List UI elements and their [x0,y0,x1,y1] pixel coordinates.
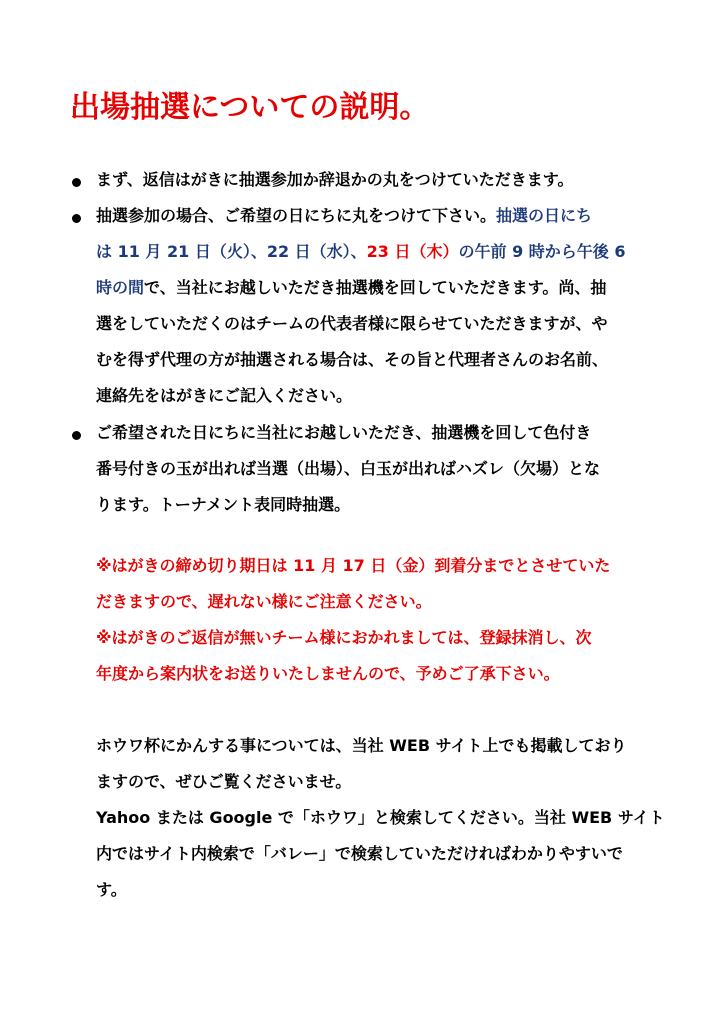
no-reply-notice-line-1: ※はがきのご返信が無いチーム様におかれましては、登録抹消し、次 [96,628,592,647]
bullet-2-dot [72,214,81,223]
lottery-dates-label: 抽選の日にち [496,206,593,225]
bullet-1-line-1: まず、返信はがきに抽選参加か辞退かの丸をつけていただきます。 [96,170,574,189]
web-info-line-2: ますので、ぜひご覧くださいませ。 [96,772,352,791]
web-info-line-3: Yahoo または Google で「ホウワ」と検索してください。当社 WEB サイト [96,808,665,827]
bullet-2-text: 抽選参加の場合、ご希望の日にちに丸をつけて下さい。 [96,206,497,225]
bullet-2-line-1 [96,206,592,226]
deadline-notice-line-1: ※はがきの締め切り期日は 11 月 17 日（金）到着分までとさせていた [96,556,611,575]
web-info-line-4: 内ではサイト内検索で「バレー」で検索していただければわかりやすいで [96,844,623,863]
lottery-dates-1: は 11 月 21 日（火）、22 日（水）、 [96,242,367,261]
bullet-3-line-2: 番号付きの玉が出れば当選（出場）、白玉が出ればハズレ（欠場）とな [96,459,601,478]
no-reply-notice-line-2: 年度から案内状をお送りいたしませんので、予めご了承下さい。 [96,664,560,683]
bullet-3-line-3: ります。トーナメント表同時抽選。 [96,495,351,514]
bullet-2-text-3: で、当社にお越しいただき抽選機を回していただきます。尚、抽 [144,278,607,297]
web-info-line-5: す。 [96,880,127,899]
bullet-2-line-6: 連絡先をはがきにご記入ください。 [96,386,353,405]
page-title: 出場抽選についての説明。 [70,90,430,125]
bullet-3-line-1: ご希望された日にちに当社にお越しいただき、抽選機を回して色付き [96,423,592,442]
bullet-2-line-5: むを得ず代理の方が抽選される場合は、その旨と代理者さんのお名前、 [96,350,609,369]
lottery-date-23: 23 日（木） [366,242,459,261]
bullet-2-line-2 [96,242,625,262]
bullet-2-line-4: 選をしていただくのはチームの代表者様に限らせていただきますが、や [96,314,608,333]
bullet-1-dot [72,178,81,187]
deadline-notice-line-2: だきますので、遅れない様にご注意ください。 [96,592,432,611]
lottery-hours-end: 時の間 [96,278,145,297]
bullet-3-dot [72,431,81,440]
web-info-line-1: ホウワ杯にかんする事については、当社 WEB サイト上でも掲載しており [96,736,627,755]
lottery-hours: の午前 9 時から午後 6 [458,242,626,261]
bullet-2-line-3 [96,278,606,298]
